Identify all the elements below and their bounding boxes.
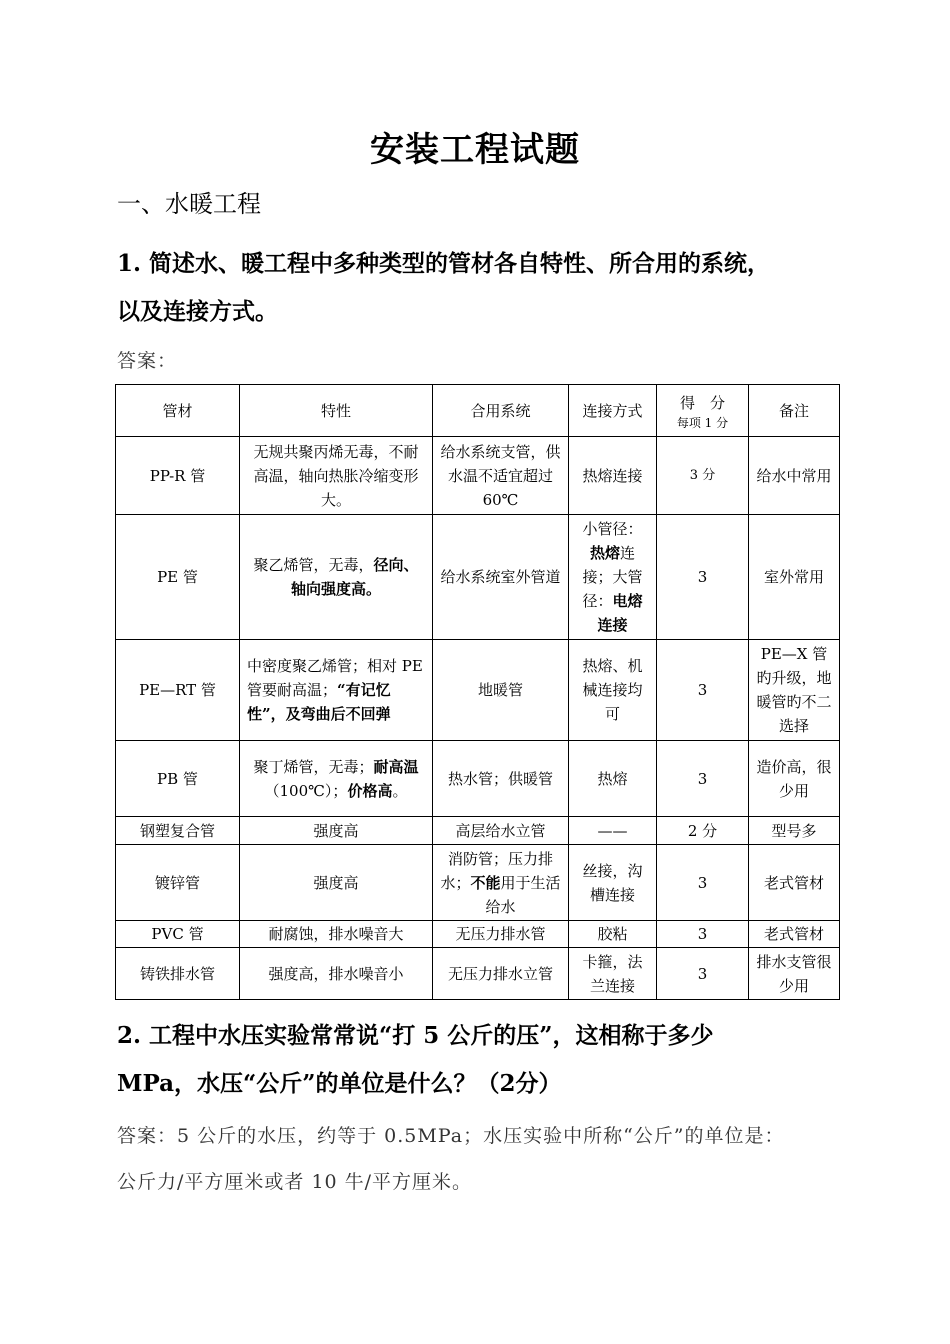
cell-system: 地暖管 (433, 640, 569, 741)
pipe-material-table (115, 384, 840, 1000)
cell-property (240, 640, 433, 741)
cell-material: 铸铁排水管 (116, 948, 240, 1000)
connection-bold-text: 电熔连接 (597, 592, 643, 634)
cell-property: 强度高 (240, 845, 433, 921)
property-bold-text: 价格高 (347, 781, 393, 800)
cell-property: 耐腐蚀，排水噪音大 (240, 921, 433, 948)
cell-system: 热水管；供暖管 (433, 741, 569, 817)
question-2-line1: 2. 工程中水压实验常常说“打 5 公斤的压”，这相称于多少 (117, 1022, 714, 1049)
cell-score: 3 (657, 845, 749, 921)
table-row (116, 921, 840, 948)
cell-system: 给水系统支管，供水温不适宜超过 60℃ (433, 437, 569, 515)
question-1 (117, 240, 837, 336)
cell-material: 钢塑复合管 (116, 817, 240, 845)
cell-score: 3 (657, 515, 749, 640)
question-2-line2: MPa，水压“公斤”的单位是什么？（2分） (117, 1070, 562, 1097)
header-score (657, 385, 749, 437)
cell-connection: 胶粘 (569, 921, 657, 948)
property-text: 中密度聚乙烯管；相对 PE 管要耐高温； (247, 657, 423, 699)
cell-note: 老式管材 (749, 845, 840, 921)
cell-score: 3 (657, 921, 749, 948)
table-row (116, 640, 840, 741)
cell-note: 排水支管很少用 (749, 948, 840, 1000)
header-note: 备注 (749, 385, 840, 437)
cell-connection: 热熔 (569, 741, 657, 817)
cell-material: 镀锌管 (116, 845, 240, 921)
system-text: 消防管；压力排水； (440, 849, 553, 892)
header-score-sub: 每项 1 分 (676, 415, 729, 430)
answer-label: 答案： (117, 350, 178, 372)
cell-system: 高层给水立管 (433, 817, 569, 845)
cell-score: 2 分 (657, 817, 749, 845)
cell-system: 无压力排水管 (433, 921, 569, 948)
cell-system (433, 845, 569, 921)
cell-note: 给水中常用 (749, 437, 840, 515)
table-row (116, 845, 840, 921)
cell-property: 无规共聚丙烯无毒，不耐高温，轴向热胀冷缩变形大。 (240, 437, 433, 515)
cell-score: 3 (657, 640, 749, 741)
property-text: （100℃）； (264, 781, 348, 800)
cell-system: 无压力排水立管 (433, 948, 569, 1000)
answer-2-line1: 答案：5 公斤的水压，约等于 0.5MPa；水压实验中所称“公斤”的单位是： (117, 1125, 785, 1147)
header-system: 合用系统 (433, 385, 569, 437)
question-1-line1: 1. 简述水、暖工程中多种类型的管材各自特性、所合用的系统， (117, 250, 771, 277)
cell-material: PE—RT 管 (116, 640, 240, 741)
cell-connection: 热熔、机械连接均可 (569, 640, 657, 741)
property-bold-text: 径向、轴向强度高。 (290, 556, 419, 598)
property-text: 。 (392, 781, 408, 800)
system-bold-text: 不能 (470, 873, 501, 892)
connection-bold-text: 热熔 (589, 544, 620, 562)
cell-note: 型号多 (749, 817, 840, 845)
cell-property (240, 741, 433, 817)
connection-text: 小管径： (582, 520, 643, 538)
cell-system: 给水系统室外管道 (433, 515, 569, 640)
answer-2-line2: 公斤力/平方厘米或者 10 牛/平方厘米。 (117, 1171, 473, 1193)
cell-score: 3 (657, 948, 749, 1000)
cell-note: 室外常用 (749, 515, 840, 640)
cell-score: 3 分 (657, 437, 749, 515)
cell-note: 造价高，很少用 (749, 741, 840, 817)
cell-note: PE—X 管旳升级，地暖管旳不二选择 (749, 640, 840, 741)
cell-property: 强度高，排水噪音小 (240, 948, 433, 1000)
cell-note: 老式管材 (749, 921, 840, 948)
header-score-label: 得 分 (679, 393, 725, 412)
system-text: 用于生活给水 (485, 873, 561, 916)
header-connection: 连接方式 (569, 385, 657, 437)
cell-connection: 热熔连接 (569, 437, 657, 515)
table-row (116, 817, 840, 845)
header-property: 特性 (240, 385, 433, 437)
property-text: 聚乙烯管，无毒， (253, 556, 374, 574)
header-material: 管材 (116, 385, 240, 437)
property-bold-text: “有记忆性”，及弯曲后不回弹 (247, 681, 391, 723)
cell-material: PP-R 管 (116, 437, 240, 515)
cell-connection (569, 515, 657, 640)
cell-property: 强度高 (240, 817, 433, 845)
cell-connection: 丝接，沟槽连接 (569, 845, 657, 921)
cell-connection: 卡箍，法兰连接 (569, 948, 657, 1000)
question-1-line2: 以及连接方式。 (117, 298, 278, 325)
cell-material: PE 管 (116, 515, 240, 640)
table-header-row (116, 385, 840, 437)
table-row (116, 515, 840, 640)
answer-2 (117, 1113, 847, 1205)
page-title: 安装工程试题 (370, 130, 580, 170)
connection-text: 连接；大管径： (582, 544, 643, 610)
table-row (116, 741, 840, 817)
cell-connection: —— (569, 817, 657, 845)
cell-score: 3 (657, 741, 749, 817)
question-2 (117, 1012, 837, 1108)
cell-material: PVC 管 (116, 921, 240, 948)
property-bold-text: 耐高温 (373, 757, 419, 776)
property-text: 聚丁烯管，无毒； (253, 757, 374, 776)
cell-material: PB 管 (116, 741, 240, 817)
section-heading: 一、水暖工程 (117, 190, 261, 218)
table-row (116, 437, 840, 515)
cell-property (240, 515, 433, 640)
table-row (116, 948, 840, 1000)
